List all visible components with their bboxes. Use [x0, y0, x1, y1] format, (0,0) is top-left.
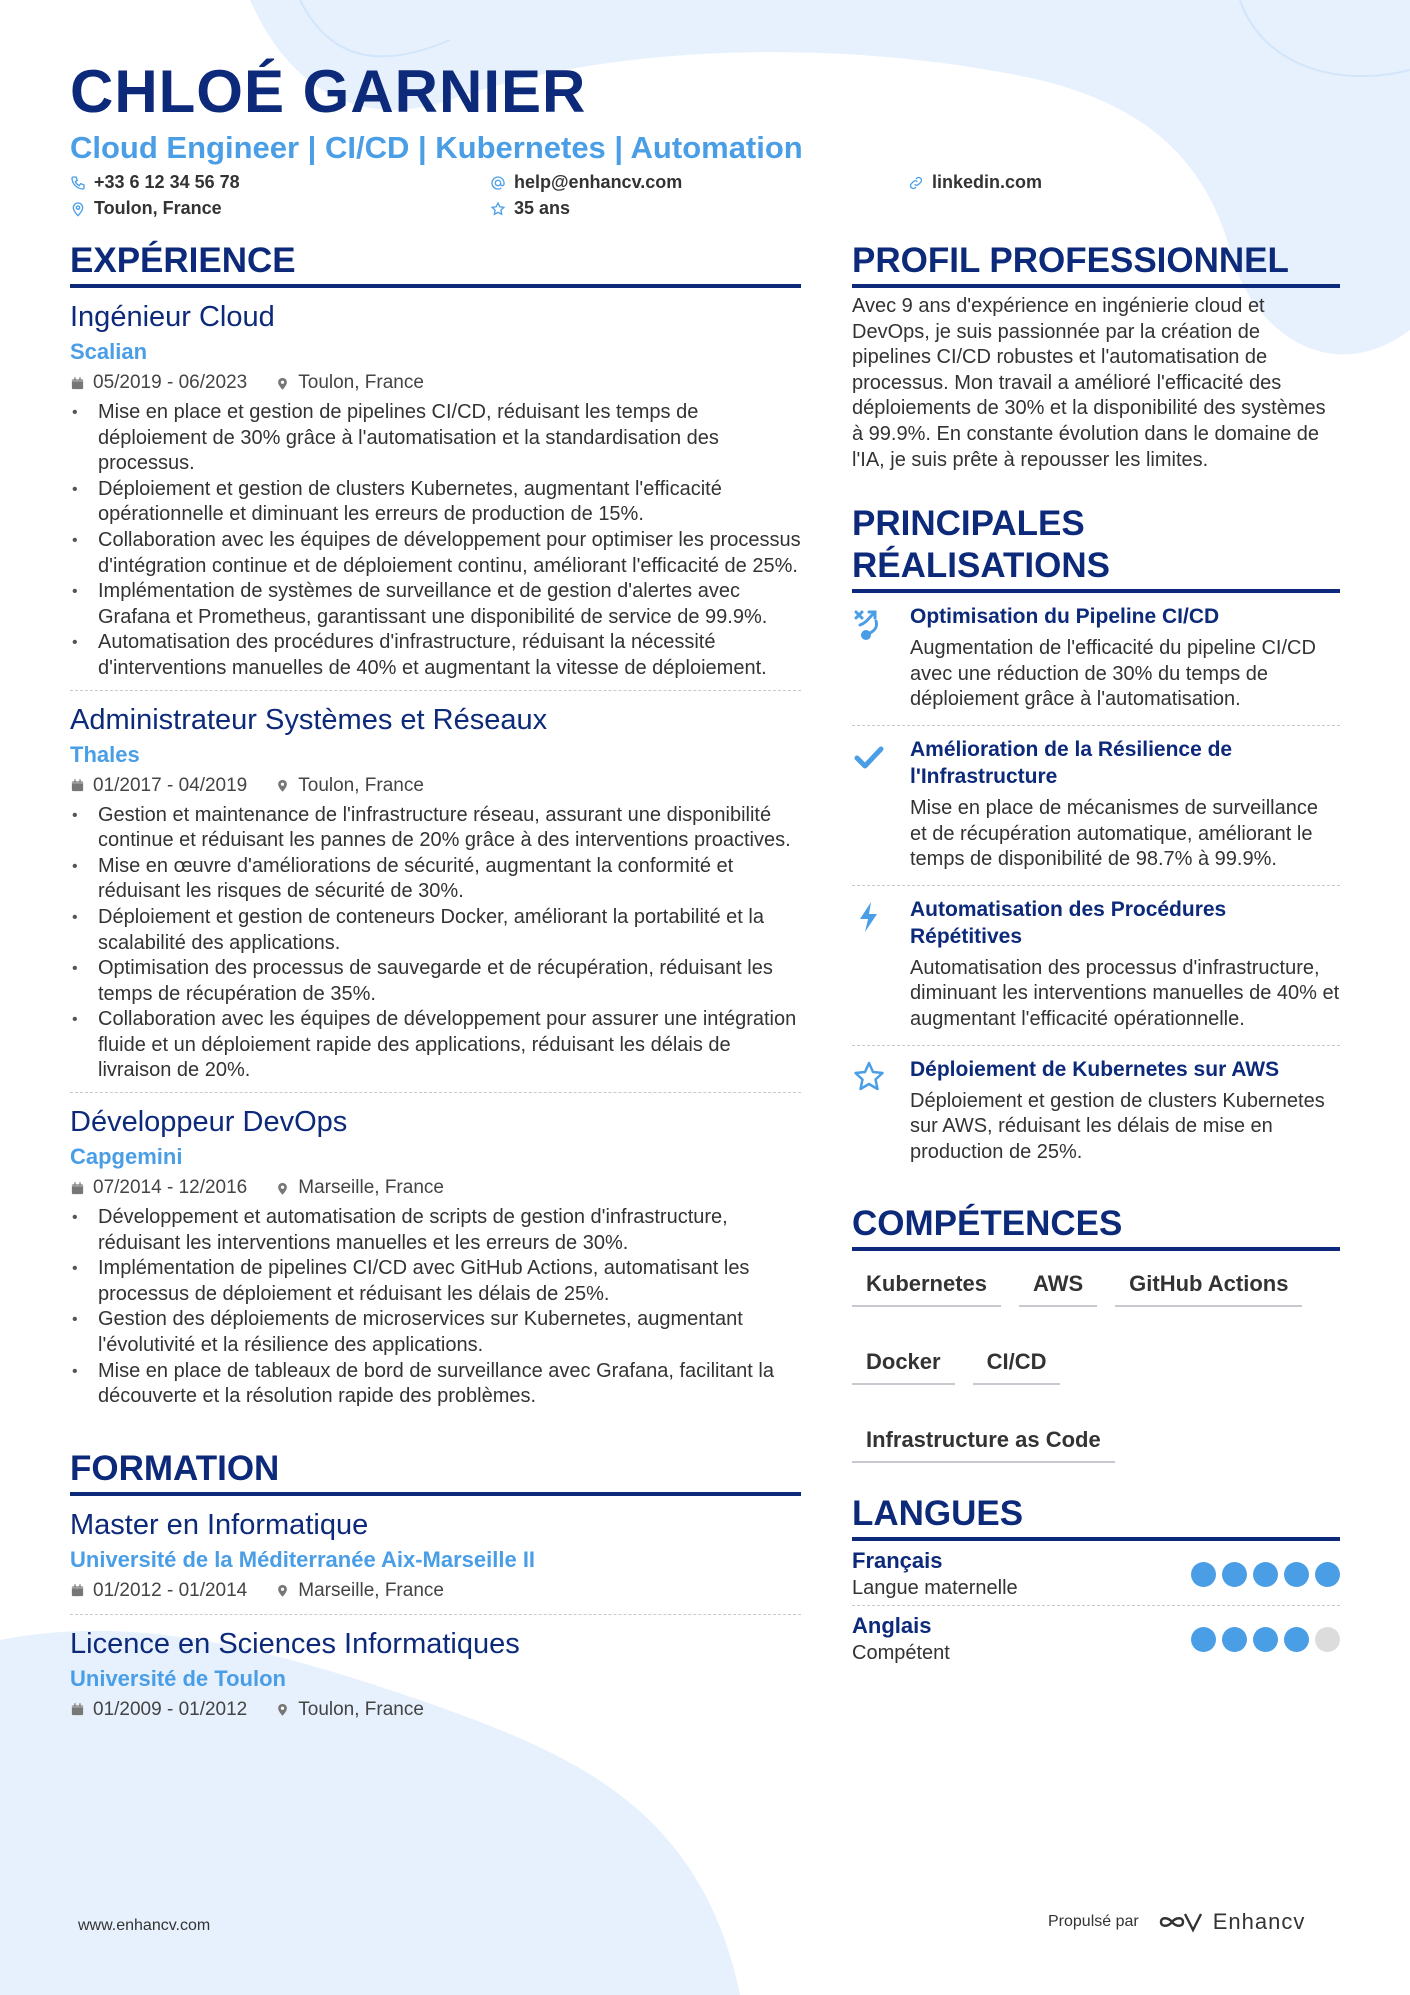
skills-title: COMPÉTENCES: [852, 1203, 1340, 1251]
language-rating: [1191, 1627, 1340, 1652]
powered-by-label: Propulsé par: [1048, 1913, 1139, 1930]
achievement-bullets: [70, 400, 801, 682]
location-text: Marseille, France: [298, 1177, 444, 1199]
language-rating: [1191, 1562, 1340, 1587]
entry-dates: [70, 368, 247, 398]
language-level: Langue maternelle: [852, 1577, 1018, 1600]
company-name[interactable]: Scalian: [70, 339, 148, 364]
bullet-item: • Gestion et maintenance de l'infrastructure réseau, assurant une disponibilité continue et réduisant les pannes de 20% grâce à des interventions proactives.: [98, 803, 801, 854]
achievement-title: Optimisation du Pipeline CI/CD: [910, 605, 1220, 629]
achievement-description: Automatisation des processus d'infrastructure, diminuant les interventions manuelles de 40% et augmentant l'efficacité opérationnelle.: [910, 956, 1340, 1030]
bullet-item: • Automatisation des procédures d'infrastructure, réduisant la nécessité d'interventions manuelles de 40% et augmentant la vitesse de déploiement.: [98, 630, 801, 681]
entry-dates: [70, 1695, 247, 1725]
email-text: help@enhancv.com: [514, 172, 683, 192]
achievement-entry: [852, 726, 1340, 886]
rating-dot: [1222, 1627, 1247, 1652]
achievement-entry: [852, 1046, 1340, 1178]
entry-location: [275, 368, 424, 398]
rating-dot: [1284, 1627, 1309, 1652]
calendar-icon: [70, 1181, 85, 1196]
achievement-entry: [852, 886, 1340, 1046]
language-name: Anglais: [852, 1613, 932, 1639]
rating-dot: [1284, 1562, 1309, 1587]
bullet-item: • Implémentation de pipelines CI/CD avec GitHub Actions, automatisant les processus de déploiement et réduisant les délais de 25%.: [98, 1256, 801, 1307]
calendar-icon: [70, 1702, 85, 1717]
achievements-title: [852, 503, 1340, 593]
star-icon: [852, 1056, 892, 1166]
bullet-item: • Collaboration avec les équipes de développement pour optimiser les processus d'intégration continue et de déploiement continu, améliorant l'efficacité de 25%.: [98, 528, 801, 579]
location-pin-icon: [275, 778, 290, 793]
phone-icon: [70, 175, 86, 191]
bullet-item: • Déploiement et gestion de conteneurs Docker, améliorant la portabilité et la scalabilité des applications.: [98, 905, 801, 956]
rating-dot: [1315, 1627, 1340, 1652]
experience-title: EXPÉRIENCE: [70, 240, 801, 288]
brand-name: Enhancv: [1212, 1909, 1306, 1934]
linkedin-text: linkedin.com: [932, 172, 1043, 192]
contact-linkedin[interactable]: [908, 172, 1042, 193]
experience-entry: [70, 288, 801, 691]
right-column: [852, 240, 1340, 1670]
language-entry: [852, 1606, 1340, 1670]
achievements-list: [852, 593, 1340, 1177]
entry-meta: [70, 771, 801, 801]
company-name[interactable]: Capgemini: [70, 1144, 183, 1170]
languages-list: [852, 1541, 1340, 1670]
calendar-icon: [70, 376, 85, 391]
job-title: Administrateur Systèmes et Réseaux: [70, 703, 548, 736]
bullet-item: • Déploiement et gestion de clusters Kubernetes, augmentant l'efficacité opérationnelle et diminuant les erreurs de production de 15%.: [98, 477, 801, 528]
star-icon: [490, 201, 506, 217]
skill-tag: CI/CD: [973, 1343, 1061, 1385]
skills-list: [852, 1265, 1340, 1463]
achievement-bullets: [70, 1205, 801, 1410]
education-list: [70, 1496, 801, 1733]
achievement-entry: [852, 593, 1340, 726]
enhancv-logo-icon: [1157, 1910, 1203, 1934]
dates-text: 01/2017 - 04/2019: [93, 774, 248, 796]
link-icon: [908, 175, 924, 191]
bullet-item: • Implémentation de systèmes de surveillance et de gestion d'alertes avec Grafana et Prometheus, garantissant une disponibilité de service de 99.9%.: [98, 579, 801, 630]
education-title: FORMATION: [70, 1448, 801, 1496]
contact-phone[interactable]: [70, 172, 240, 193]
rating-dot: [1253, 1562, 1278, 1587]
achievement-title: Déploiement de Kubernetes sur AWS: [910, 1057, 1280, 1081]
language-entry: [852, 1541, 1340, 1606]
degree-title: Master en Informatique: [70, 1508, 369, 1541]
rating-dot: [1191, 1562, 1216, 1587]
school-name[interactable]: Université de la Méditerranée Aix-Marseille II: [70, 1546, 536, 1572]
dates-text: 01/2009 - 01/2012: [93, 1698, 248, 1720]
entry-location: [275, 1695, 424, 1725]
experience-entry: [70, 691, 801, 1094]
bullet-item: • Gestion des déploiements de microservices sur Kubernetes, augmentant l'évolutivité et la résilience des applications.: [98, 1307, 801, 1358]
rating-dot: [1191, 1627, 1216, 1652]
entry-location: [275, 1576, 444, 1606]
route-icon: [852, 603, 892, 713]
calendar-icon: [70, 778, 85, 793]
dates-text: 05/2019 - 06/2023: [93, 372, 248, 393]
contact-age: [490, 198, 570, 219]
rating-dot: [1253, 1627, 1278, 1652]
location-pin-icon: [275, 1583, 290, 1598]
rating-dot: [1222, 1562, 1247, 1587]
location-pin-icon: [275, 1181, 290, 1196]
bullet-item: • Mise en place et gestion de pipelines CI/CD, réduisant les temps de déploiement de 30% grâce à l'automatisation et la standardisation des processus.: [98, 400, 801, 477]
entry-location: [275, 771, 424, 801]
candidate-name: CHLOÉ GARNIER: [70, 58, 587, 125]
achievements-title-line1: PRINCIPALES: [852, 504, 1085, 544]
profile-title: PROFIL PROFESSIONNEL: [852, 240, 1340, 288]
entry-meta: [70, 368, 801, 398]
rating-dot: [1315, 1562, 1340, 1587]
phone-text: +33 6 12 34 56 78: [94, 172, 240, 192]
age-text: 35 ans: [514, 198, 571, 218]
at-icon: [490, 175, 506, 191]
job-title: Développeur DevOps: [70, 1106, 348, 1139]
dates-text: 01/2012 - 01/2014: [93, 1579, 248, 1601]
entry-meta: [70, 1173, 801, 1203]
degree-title: Licence en Sciences Informatiques: [70, 1627, 520, 1660]
entry-meta: [70, 1576, 801, 1606]
left-column: [70, 240, 801, 1733]
achievement-description: Mise en place de mécanismes de surveillance et de récupération automatique, améliorant le temps de disponibilité de 98.7% à 99.9%.: [910, 796, 1318, 871]
experience-list: [70, 288, 801, 1418]
bullet-item: • Optimisation des processus de sauvegarde et de récupération, réduisant les temps de récupération de 35%.: [98, 956, 801, 1007]
bullet-item: • Collaboration avec les équipes de développement pour assurer une intégration fluide et un déploiement rapide des applications, réduisant les délais de livraison de 20%.: [98, 1007, 801, 1084]
bullet-item: • Développement et automatisation de scripts de gestion d'infrastructure, réduisant les interventions manuelles et les erreurs de 30%.: [98, 1205, 801, 1256]
location-text: Toulon, France: [298, 1698, 424, 1720]
location-pin-icon: [70, 201, 86, 217]
location-pin-icon: [275, 1702, 290, 1717]
location-text: Marseille, France: [298, 1579, 444, 1601]
achievement-bullets: [70, 803, 801, 1085]
location-text: Toulon, France: [298, 372, 424, 393]
profile-summary: Avec 9 ans d'expérience en ingénierie cloud et DevOps, je suis passionnée par la création de pipelines CI/CD robustes et l'automatisation de processus. Mon travail a amélioré l'efficacité des déploiements de 30% et la disponibilité des systèmes à 99.9%. En constante évolution dans le domaine de l'IA, je suis prête à repousser les limites.: [852, 295, 1326, 471]
achievement-title: Automatisation des Procédures Répétitives: [910, 897, 1227, 948]
skill-tag: GitHub Actions: [1115, 1265, 1302, 1307]
headline: Cloud Engineer | CI/CD | Kubernetes | Automation: [70, 130, 803, 165]
achievements-title-line2: RÉALISATIONS: [852, 546, 1110, 586]
location-text: Toulon, France: [94, 198, 222, 218]
company-name[interactable]: Thales: [70, 741, 140, 767]
entry-meta: [70, 1695, 801, 1725]
contact-email[interactable]: [490, 172, 682, 193]
achievement-title: Amélioration de la Résilience de l'Infrastructure: [910, 737, 1233, 788]
achievement-description: Déploiement et gestion de clusters Kubernetes sur AWS, réduisant les délais de mise en production de 25%.: [910, 1089, 1325, 1163]
brand-logo[interactable]: [1157, 1909, 1306, 1935]
entry-dates: [70, 1576, 247, 1606]
resume-header: [70, 56, 1340, 228]
skill-tag: Docker: [852, 1343, 955, 1385]
language-name: Français: [852, 1548, 943, 1574]
education-entry: [70, 1496, 801, 1615]
footer-branding: [1048, 1909, 1305, 1935]
language-level: Compétent: [852, 1642, 950, 1665]
location-text: Toulon, France: [298, 774, 424, 796]
education-entry: [70, 1615, 801, 1733]
skill-tag: Infrastructure as Code: [852, 1421, 1115, 1463]
location-pin-icon: [275, 376, 290, 391]
entry-dates: [70, 771, 247, 801]
footer-website[interactable]: www.enhancv.com: [78, 1917, 211, 1934]
dates-text: 07/2014 - 12/2016: [93, 1177, 248, 1199]
entry-location: [275, 1173, 444, 1203]
calendar-icon: [70, 1583, 85, 1598]
checkmark-icon: [852, 736, 892, 873]
lightning-icon: [852, 896, 892, 1033]
languages-title: LANGUES: [852, 1493, 1340, 1541]
entry-dates: [70, 1173, 247, 1203]
bullet-item: • Mise en place de tableaux de bord de surveillance avec Grafana, facilitant la découverte et la résolution rapide des problèmes.: [98, 1359, 801, 1410]
achievement-description: Augmentation de l'efficacité du pipeline CI/CD avec une réduction de 30% du temps de déploiement grâce à l'automatisation.: [910, 637, 1316, 711]
skill-tag: AWS: [1019, 1265, 1097, 1307]
job-title: Ingénieur Cloud: [70, 301, 275, 333]
skill-tag: Kubernetes: [852, 1265, 1001, 1307]
contact-location: [70, 198, 222, 219]
contact-info: [70, 172, 1340, 228]
bullet-item: • Mise en œuvre d'améliorations de sécurité, augmentant la conformité et réduisant les risques de sécurité de 30%.: [98, 854, 801, 905]
experience-entry: [70, 1093, 801, 1418]
school-name[interactable]: Université de Toulon: [70, 1665, 286, 1691]
